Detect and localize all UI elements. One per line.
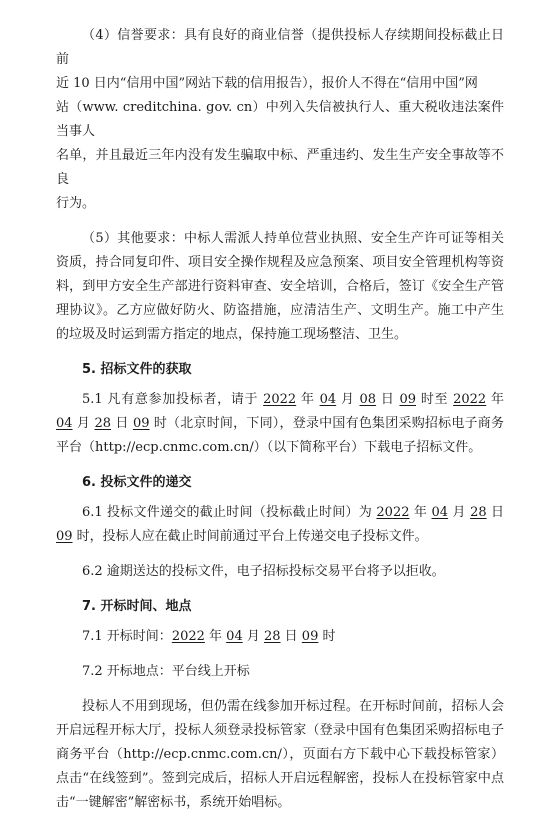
end-day: 28 <box>94 416 112 431</box>
section-6-2-paragraph: 6.2 逾期送达的投标文件，电子招标投标交易平台将予以拒收。 <box>82 564 445 579</box>
deadline-month: 04 <box>431 505 449 520</box>
start-month: 04 <box>319 392 337 407</box>
section-7-2-paragraph: 7.2 开标地点：平台线上开标 <box>82 664 250 679</box>
section-6-1-paragraph: 6.1 投标文件递交的截止时间（投标截止时间）为 2022 年 04 月 28 日 09 时，投标人应在截止时间前通过平台上传递交电子投标文件。 <box>56 505 505 544</box>
opening-month: 04 <box>226 629 243 644</box>
section-6-heading: 6. 投标文件的递交 <box>82 475 192 490</box>
start-hour: 09 <box>399 392 417 407</box>
section-5-heading: 5. 招标文件的获取 <box>82 362 192 377</box>
end-year: 2022 <box>453 392 487 407</box>
section-7-heading: 7. 开标时间、地点 <box>82 599 192 614</box>
credit-line: （4）信誉要求：具有良好的商业信誉（提供投标人存续期间投标截止日前 <box>56 28 504 67</box>
start-day: 08 <box>359 392 377 407</box>
opening-hour: 09 <box>301 629 319 644</box>
document-page <box>56 24 504 815</box>
credit-line: 行为。 <box>56 196 96 211</box>
opening-year: 2022 <box>171 629 205 644</box>
section-7-1-paragraph: 7.1 开标时间：2022 年 04 月 28 日 09 时 <box>82 629 336 644</box>
credit-line: 近 10 日内“信用中国”网站下载的信用报告），报价人不得在“信用中国”网 <box>56 76 478 91</box>
deadline-hour: 09 <box>56 529 73 544</box>
credit-line: 名单，并且最近三年内没有发生骗取中标、严重违约、发生生产安全事故等不良 <box>56 148 504 187</box>
deadline-year: 2022 <box>376 505 410 520</box>
other-requirement-paragraph: （5）其他要求：中标人需派人持单位营业执照、安全生产许可证等相关资质，持合同复印件、项目安全操作规程及应急预案、项目安全管理机构等资料，到甲方安全生产部进行资料审查、安全培训，合格后，签订《安全生产管理协议》。乙方应做好防火、防盗措施，应清洁生产、文明生产。施工中产生的垃圾及时运到需方指定的地点，保持施工现场整洁、卫生。 <box>56 231 504 342</box>
deadline-day: 28 <box>470 505 487 520</box>
start-year: 2022 <box>263 392 297 407</box>
opening-day: 28 <box>263 629 281 644</box>
end-hour: 09 <box>132 416 150 431</box>
section-7-remote-opening-paragraph: 投标人不用到现场，但仍需在线参加开标过程。在开标时间前，招标人会开启远程开标大厅，投标人须登录投标管家（登录中国有色集团采购招标电子商务平台（http://ecp.cnmc.com.cn/），页面右方下载中心下载投标管家）点击“在线签到”。签到完成后，招标人开启远程解密，投标人在投标管家中点击“一键解密”解密标书，系统开始唱标。 <box>56 699 504 810</box>
credit-requirement-paragraph <box>56 24 504 216</box>
section-5-1-paragraph: 5.1 凡有意参加投标者，请于 2022 年 04 月 08 日 09 时至 2022 年 04 月 28 日 09 时（北京时间，下同），登录中国有色集团采购招标电子商务平台（http://ecp.cnmc.com.cn/）（以下简称平台）下载电子招标文件。 <box>56 392 505 455</box>
credit-line: 站（www. creditchina. gov. cn）中列入失信被执行人、重大税收违法案件当事人 <box>56 100 504 139</box>
end-month: 04 <box>56 416 73 431</box>
